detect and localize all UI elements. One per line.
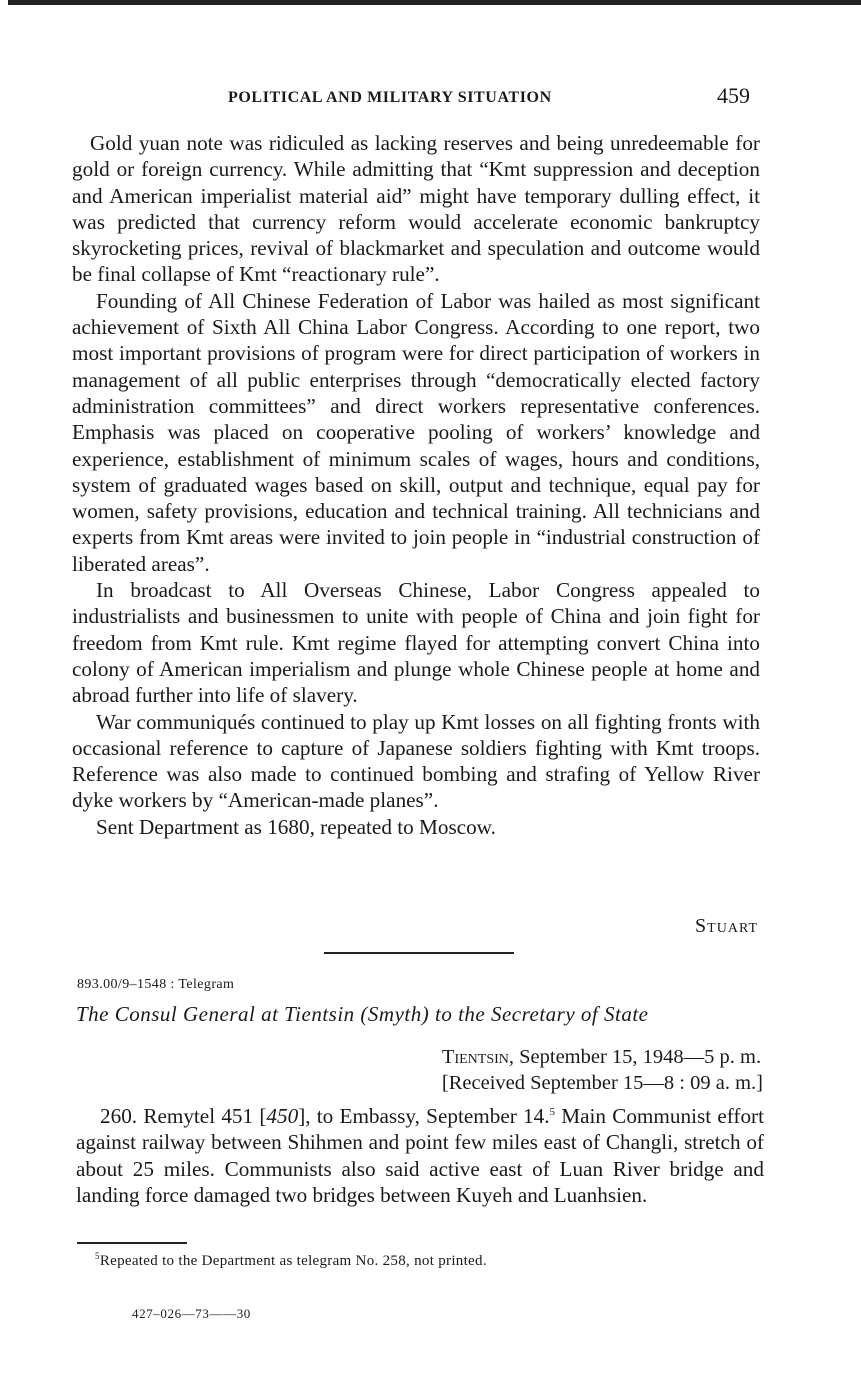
dateline-received: [Received September 15—8 : 09 a. m.] [441, 1072, 763, 1094]
printer-mark: 427–026—73——30 [132, 1306, 251, 1321]
document-title: The Consul General at Tientsin (Smyth) to the Secretary of State [76, 1002, 649, 1026]
top-edge-rule [8, 0, 861, 5]
footnote-text: Repeated to the Department as telegram No. 258, not printed. [99, 1253, 487, 1269]
footnote-marker: 5 [95, 1251, 100, 1261]
footnote [95, 1253, 487, 1270]
dateline-place: Tientsin, [441, 1046, 515, 1068]
running-title: POLITICAL AND MILITARY SITUATION [228, 89, 552, 106]
paragraph: Gold yuan note was ridiculed as lacking reserves and being unredeemable for gold or foreign currency. While admitting that “Kmt suppression and deception and American imperialist material aid” might have temporary dulling effect, it was predicted that currency reform would accelerate economic bankruptcy skyrocketing prices, revival of blackmarket and speculation and outcome would be final collapse of Kmt “reactionary rule”. [72, 131, 760, 287]
footnote-ref: 5 [549, 1105, 555, 1118]
body-italic-number: 450 [266, 1104, 299, 1128]
paragraph: In broadcast to All Overseas Chinese, Labor Congress appealed to industrialists and businessmen to unite with people of China and join fight for freedom from Kmt rule. Kmt regime flayed for attempting convert China into colony of American imperialism and plunge whole Chinese people at home and abroad further into life of slavery. [72, 578, 760, 708]
page-header [0, 83, 861, 113]
body-mid: ], to Embassy, September 14. [298, 1104, 550, 1128]
paragraph: Sent Department as 1680, repeated to Moscow. [96, 814, 496, 839]
telegram-body-1 [72, 130, 760, 840]
body-rest: Main Communist effort against railway between Shihmen and point few miles east of Changli, stretch of about 25 miles. Communists also said active east of Luan River bridge and landing force damaged two bridges between Kuyeh and Luanhsien. [76, 1104, 764, 1207]
section-divider [324, 952, 514, 954]
dateline-sent [442, 1044, 763, 1070]
footnote-rule [77, 1242, 187, 1244]
telegram-body-2 [76, 1103, 764, 1208]
dateline [442, 1044, 763, 1096]
file-reference: 893.00/9–1548 : Telegram [77, 977, 235, 992]
dateline-date: September 15, 1948—5 p. m. [514, 1046, 762, 1068]
paragraph: War communiqués continued to play up Kmt losses on all fighting fronts with occasional reference to capture of Japanese soldiers fighting with Kmt troops. Reference was also made to continued bombing and strafing of Yellow River dyke workers by “American-made planes”. [72, 709, 760, 813]
body-prefix: 260. Remytel 451 [ [100, 1104, 267, 1128]
signature: Stuart [695, 915, 758, 937]
page-number: 459 [717, 83, 750, 108]
paragraph [76, 1103, 764, 1208]
paragraph: Founding of All Chinese Federation of Labor was hailed as most significant achievement of Sixth All China Labor Congress. According to one report, two most important provisions of program were for direct participation of workers in management of all public enterprises through “democratically elected factory administration committees” and direct workers representative conferences. Emphasis was placed on cooperative pooling of workers’ knowledge and experience, establishment of minimum scales of wages, hours and conditions, system of graduated wages based on skill, output and technique, equal pay for women, safety provisions, education and technical training. All technicians and experts from Kmt areas were invited to join people in “industrial construction of liberated areas”. [72, 288, 760, 576]
